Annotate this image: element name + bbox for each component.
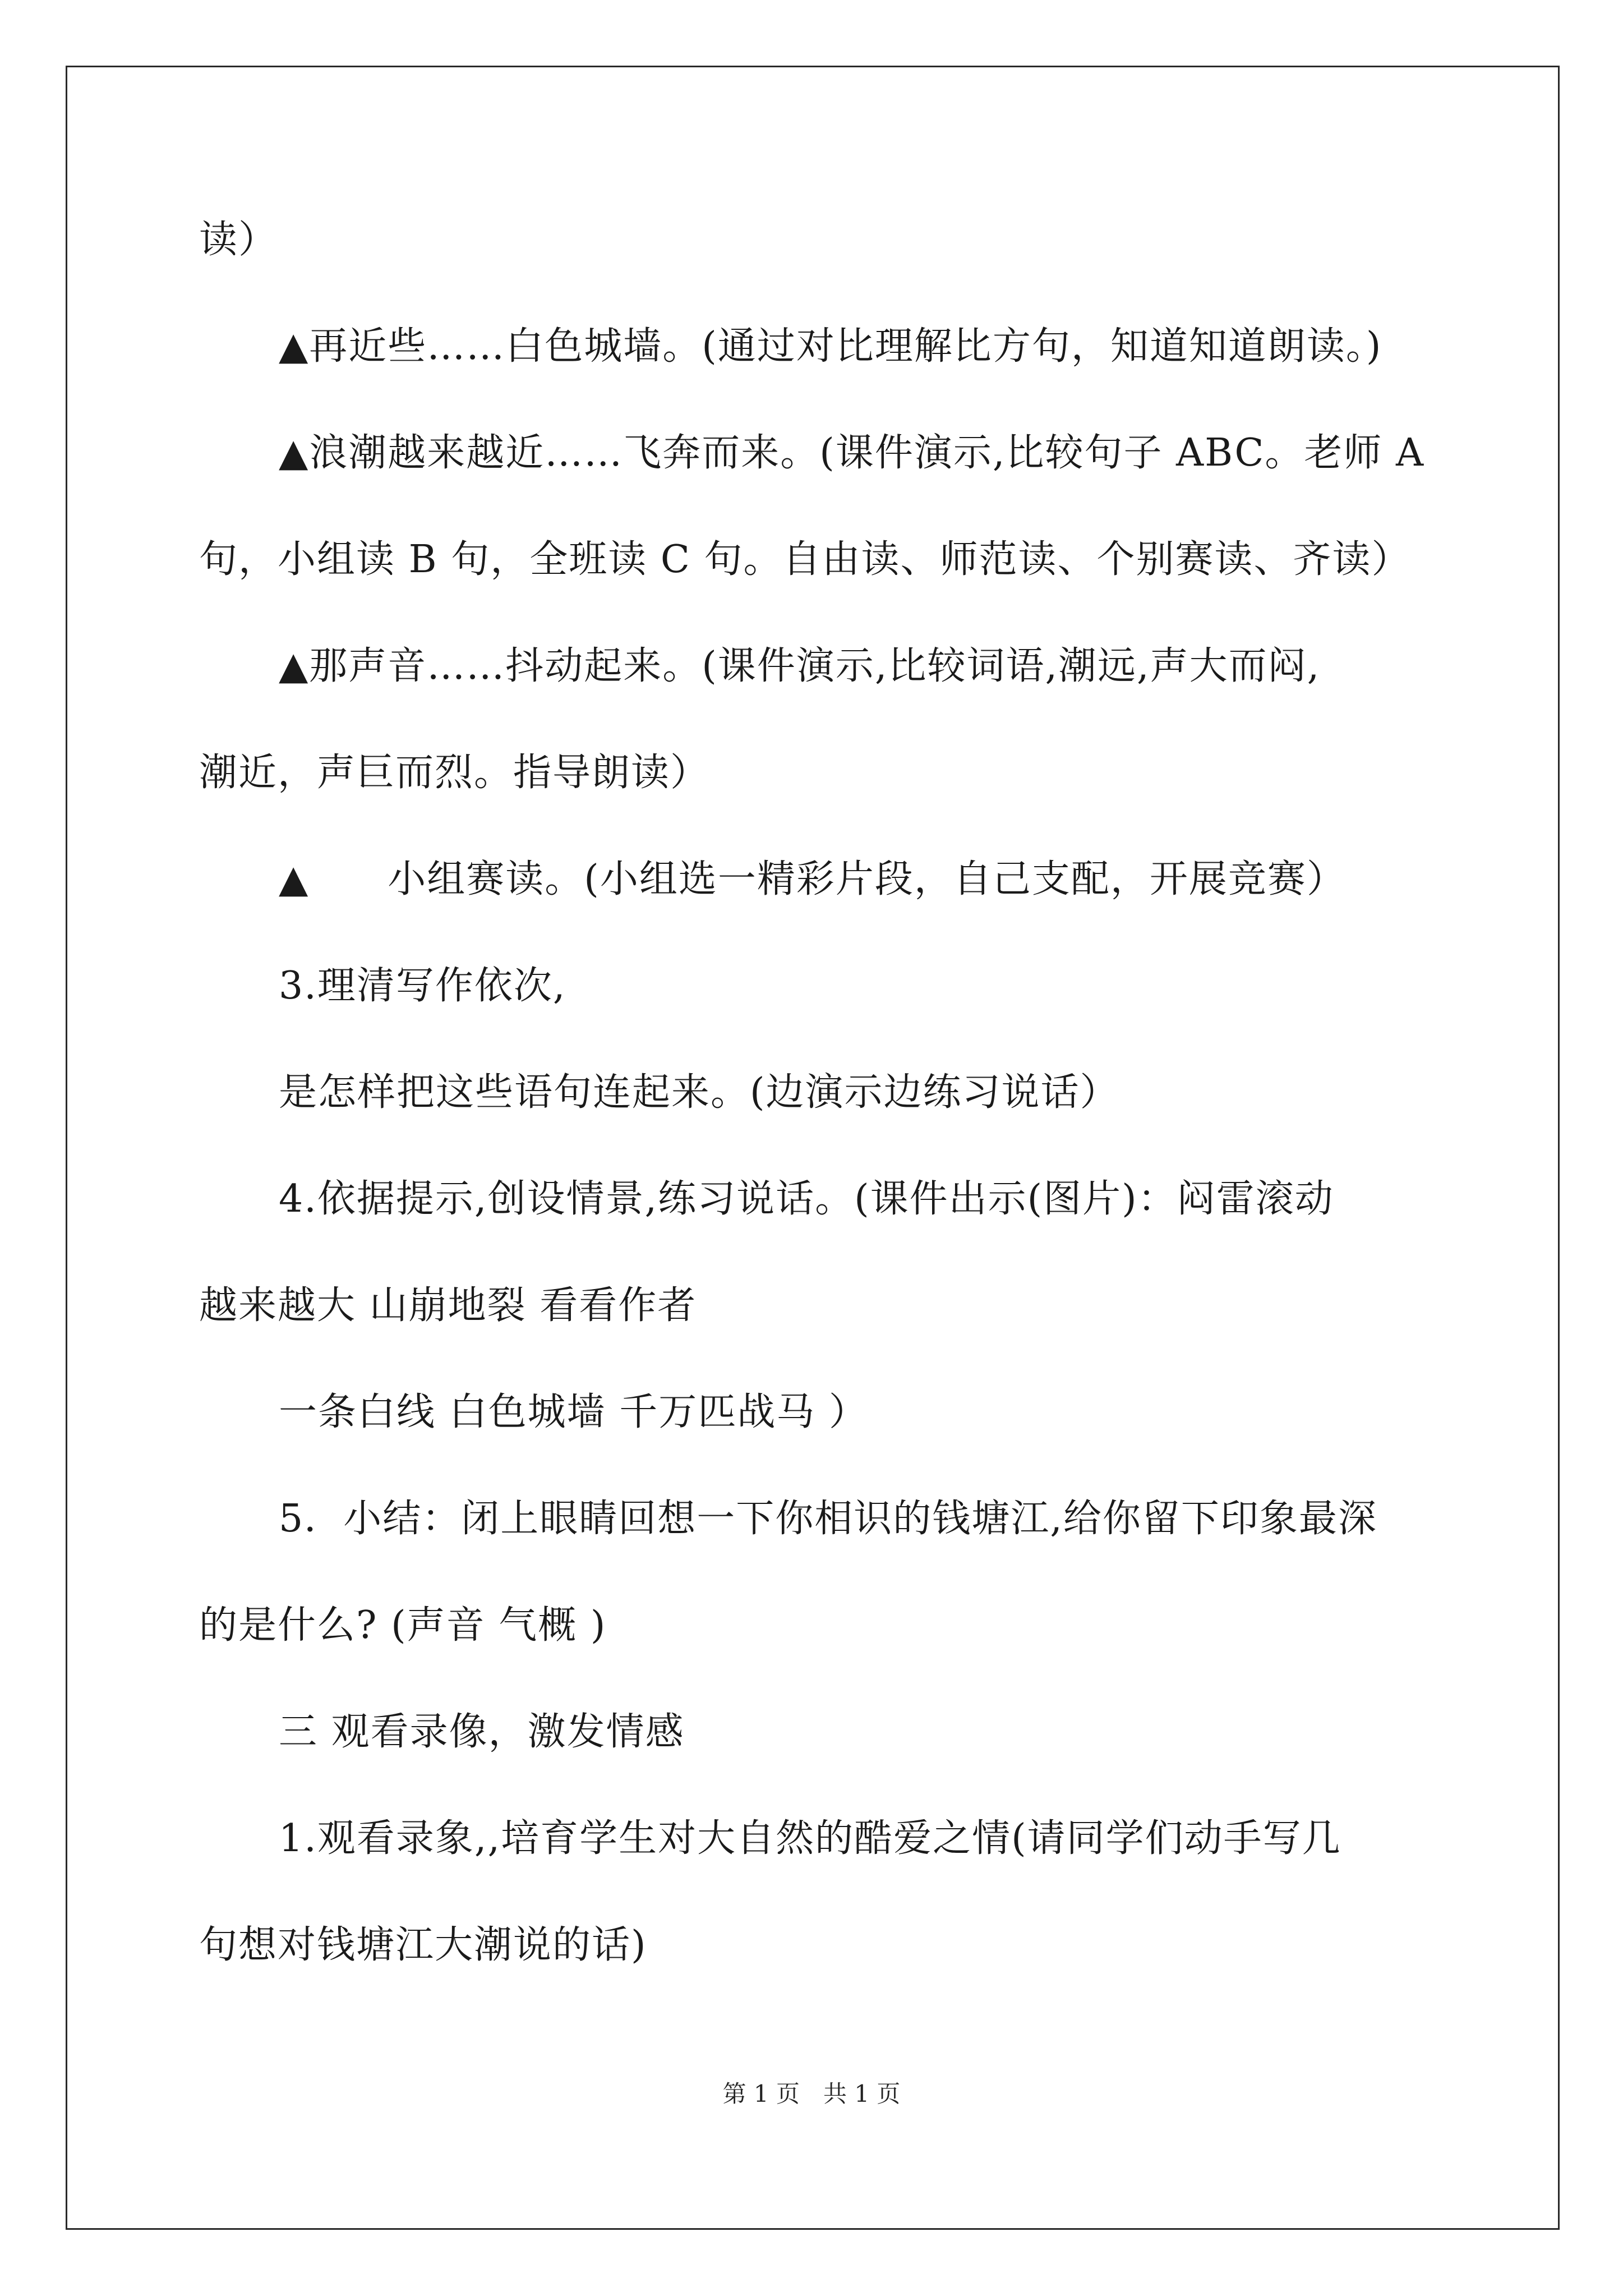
page-number-footer: 第 1 页 共 1 页 <box>722 2080 901 2108</box>
text-line: ▲那声音……抖动起来。(课件演示,比较词语,潮远,声大而闷, <box>279 644 1321 688</box>
page-border <box>66 66 1560 2230</box>
text-line <box>279 853 1346 907</box>
text-segment: 小组赛读。(小组选一精彩片段，自己支配，开展竞赛） <box>388 857 1346 901</box>
text-line: 是怎样把这些语句连起来。(边演示边练习说话） <box>279 1070 1119 1115</box>
text-line: 三 观看录像，激发情感 <box>279 1710 685 1754</box>
text-line: 1.观看录象,,培育学生对大自然的酷爱之情(请同学们动手写几 <box>279 1816 1341 1861</box>
text-line: 越来越大 山崩地裂 看看作者 <box>199 1283 697 1328</box>
text-line: ▲浪潮越来越近……飞奔而来。(课件演示,比较句子 ABC。老师 A <box>279 431 1425 475</box>
triangle-bullet: ▲ <box>279 857 310 901</box>
text-line: 的是什么? (声音 气概 ) <box>199 1603 607 1648</box>
text-line: ▲再近些……白色城墙。(通过对比理解比方句，知道知道朗读。) <box>279 324 1382 369</box>
text-line: 读） <box>199 218 278 262</box>
text-line: 一条白线 白色城墙 千万匹战马 ） <box>279 1390 868 1434</box>
text-line: 句想对钱塘江大潮说的话) <box>199 1923 647 1967</box>
text-line: 4.依据提示,创设情景,练习说话。(课件出示(图片)：闷雷滚动 <box>279 1177 1334 1221</box>
text-line: 潮近，声巨而烈。指导朗读） <box>199 751 710 795</box>
text-line: 3.理清写作依次, <box>279 964 566 1008</box>
text-line: 5．小结：闭上眼睛回想一下你相识的钱塘江,给你留下印象最深 <box>279 1497 1377 1541</box>
text-line: 句，小组读 B 句，全班读 C 句。自由读、师范读、个别赛读、齐读） <box>199 537 1411 582</box>
